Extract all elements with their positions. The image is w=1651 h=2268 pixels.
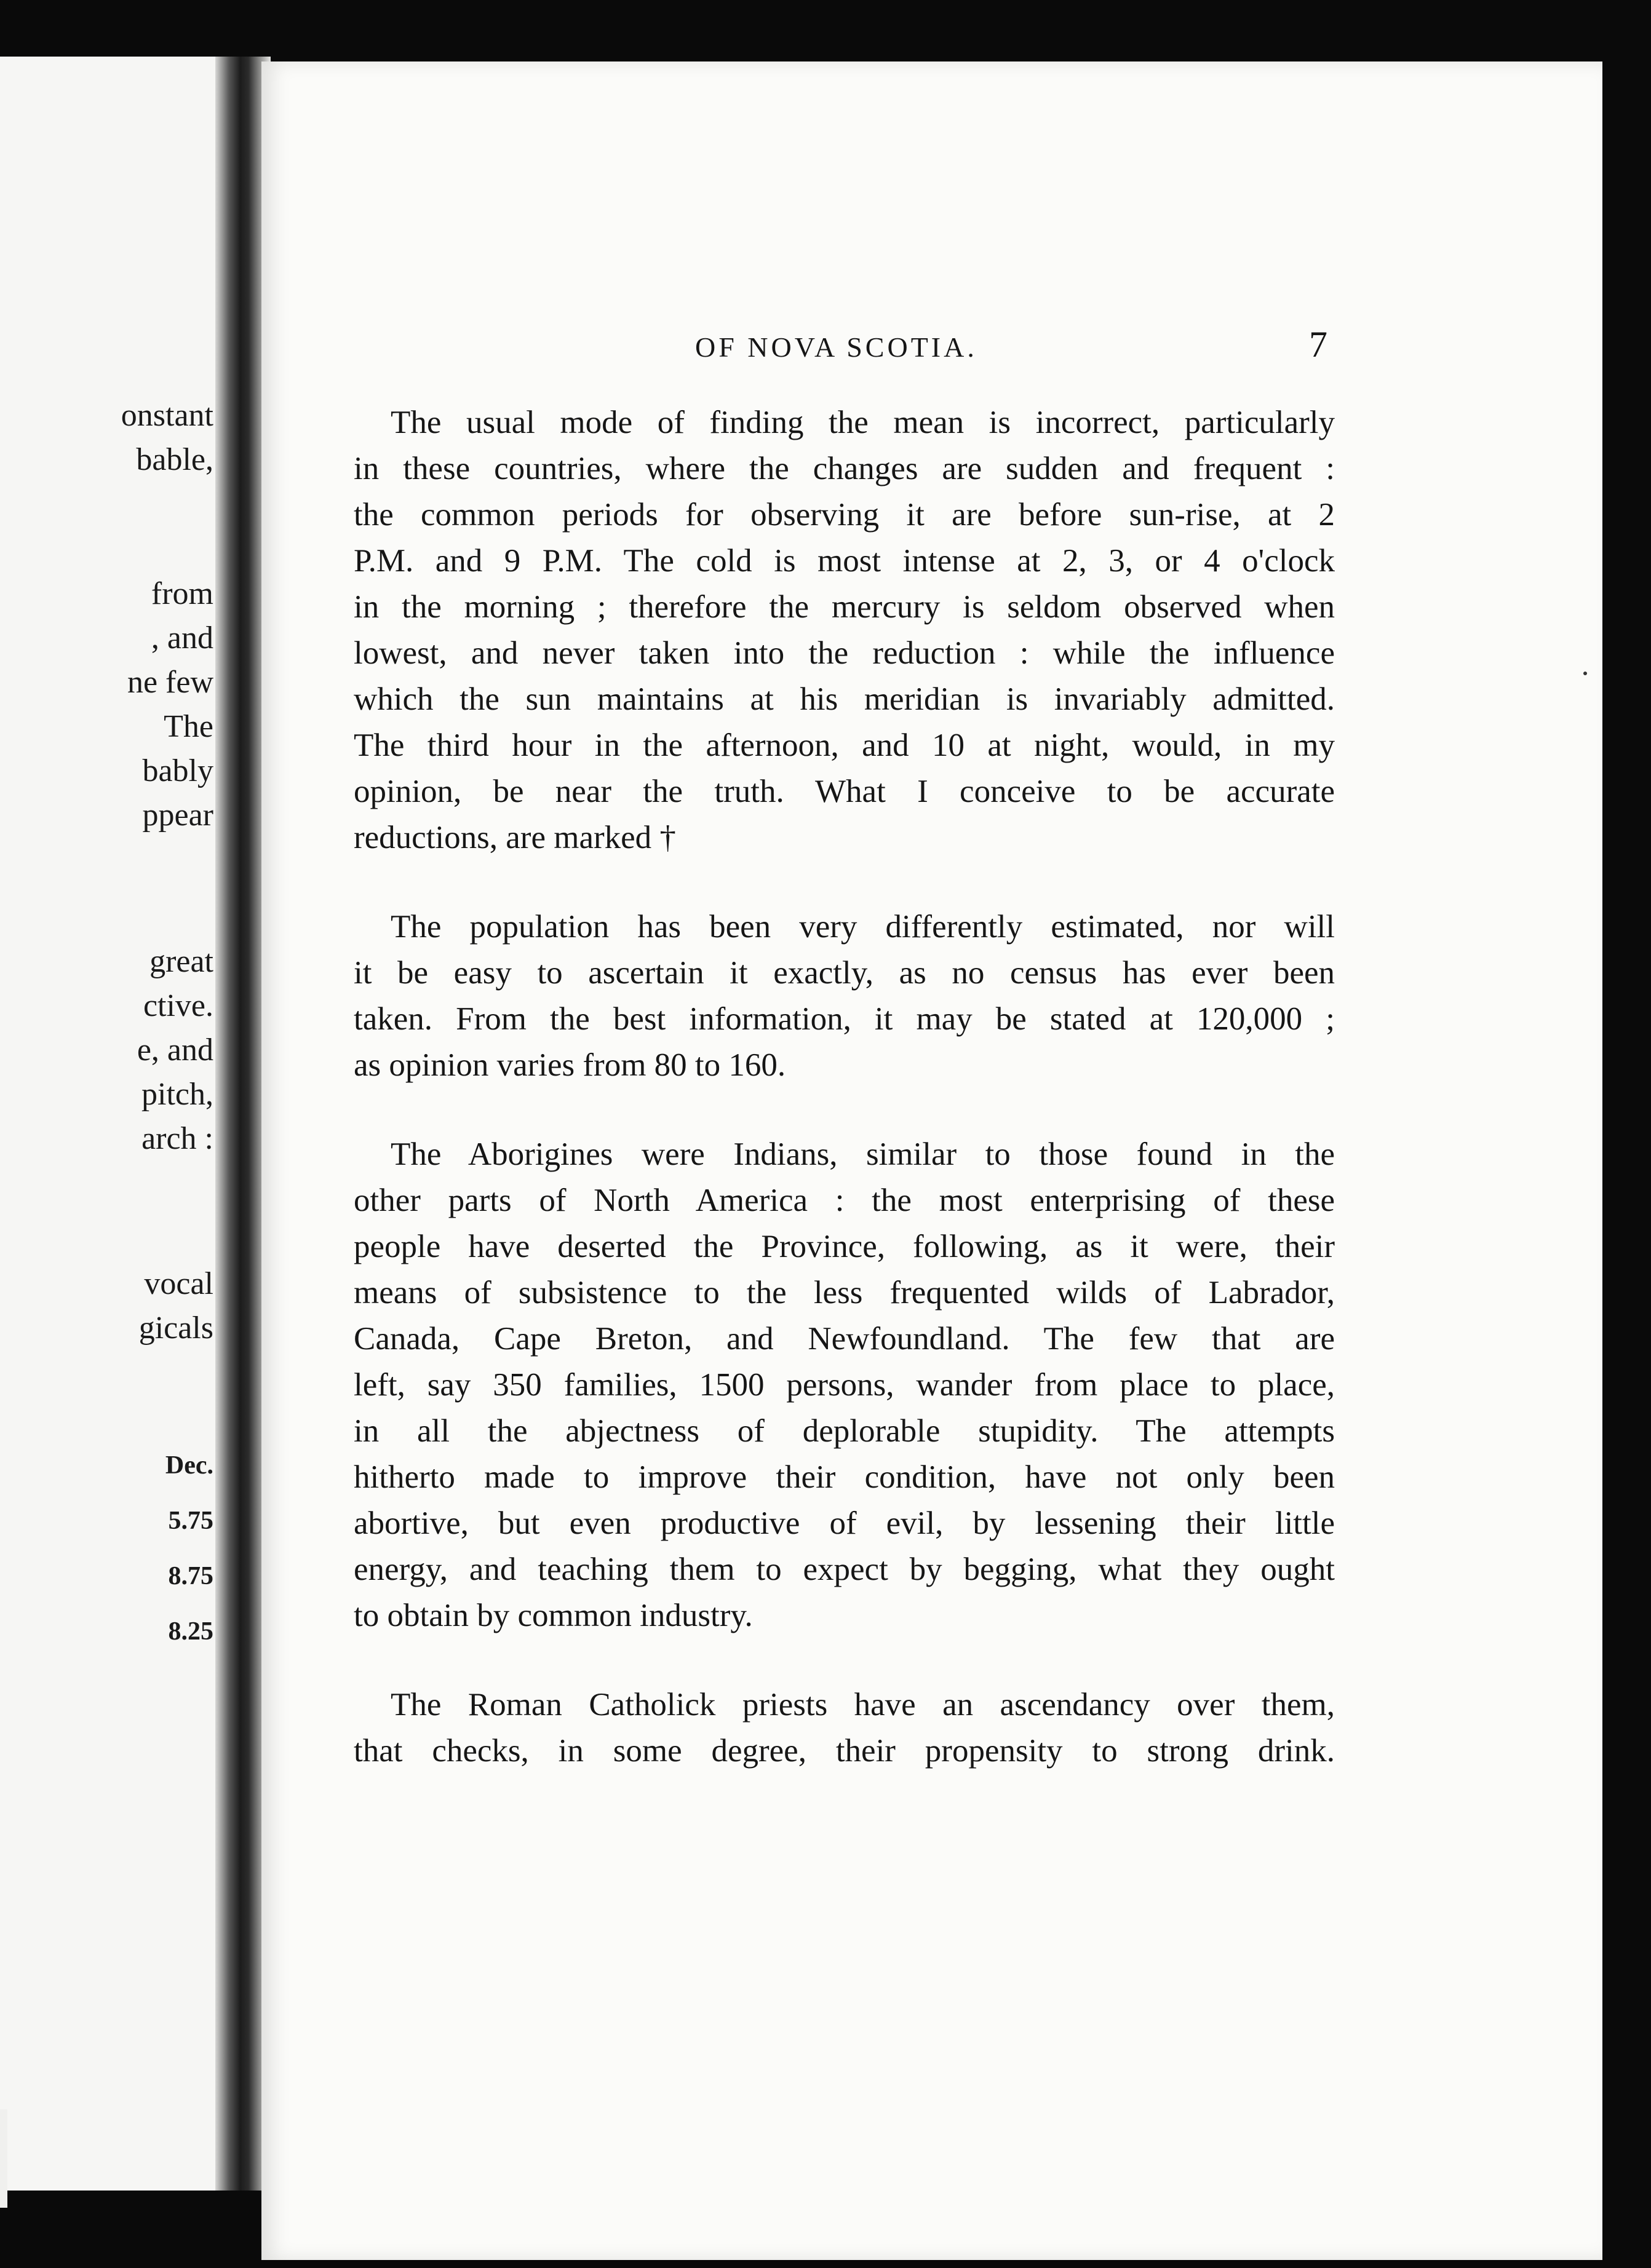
text-line: in the morning ; therefore the mercury is seldom observed when <box>354 589 1335 625</box>
left-fragment-text: ctive. <box>143 988 213 1023</box>
text-line: abortive, but even productive of evil, by lessening their little <box>354 1505 1335 1541</box>
left-fragment-text: pitch, <box>141 1077 213 1112</box>
text-line: reductions, are marked † <box>354 820 676 855</box>
text-line: left, say 350 families, 1500 persons, wander from place to place, <box>354 1367 1335 1403</box>
left-fragment-text: vocal <box>144 1266 213 1301</box>
left-fragment-text: gicals <box>138 1310 213 1346</box>
left-fragment-text: The <box>164 709 213 744</box>
text-line: hitherto made to improve their condition, have not only been <box>354 1459 1335 1495</box>
text-line: as opinion varies from 80 to 160. <box>354 1047 786 1083</box>
left-fragment-text: e, and <box>137 1033 213 1068</box>
text-line: The third hour in the afternoon, and 10 at night, would, in my <box>354 728 1335 763</box>
left-fragment-text: onstant <box>121 398 213 433</box>
paragraph <box>354 904 1335 1088</box>
text-line: opinion, be near the truth. What I conceive to be accurate <box>354 774 1335 809</box>
left-fragment-text: from <box>151 576 213 611</box>
left-fragment-text: , and <box>151 621 213 656</box>
paragraph <box>354 1132 1335 1639</box>
left-fragment-text: 8.25 <box>168 1617 213 1646</box>
text-line: people have deserted the Province, following, as it were, their <box>354 1229 1335 1264</box>
paragraph <box>354 400 1335 861</box>
text-line: The population has been very differently estimated, nor will <box>391 909 1335 945</box>
text-line: other parts of North America : the most enterprising of these <box>354 1183 1335 1218</box>
text-line: P.M. and 9 P.M. The cold is most intense at 2, 3, or 4 o'clock <box>354 543 1335 579</box>
text-line: The Aborigines were Indians, similar to those found in the <box>391 1136 1335 1172</box>
text-line: Canada, Cape Breton, and Newfoundland. The few that are <box>354 1321 1335 1357</box>
running-head: OF NOVA SCOTIA. <box>695 331 977 363</box>
text-line: in these countries, where the changes are sudden and frequent : <box>354 451 1335 486</box>
text-line: to obtain by common industry. <box>354 1598 753 1633</box>
left-fragment-text: bably <box>142 753 213 788</box>
text-line: The Roman Catholick priests have an ascendancy over them, <box>391 1687 1335 1723</box>
page-number: 7 <box>1309 324 1327 365</box>
left-page-fragment <box>0 57 231 2191</box>
left-fragment-text: arch : <box>141 1121 213 1156</box>
left-fragment-text: ppear <box>142 798 213 833</box>
text-line: taken. From the best information, it may be stated at 120,000 ; <box>354 1001 1335 1037</box>
text-line: which the sun maintains at his meridian is invariably admitted. <box>354 681 1335 717</box>
ink-speck <box>1583 672 1587 675</box>
left-fragment-text: 8.75 <box>168 1562 213 1590</box>
left-fragment-text: bable, <box>136 442 213 477</box>
page-edge-strip <box>0 2109 7 2208</box>
left-fragment-text: great <box>149 944 213 979</box>
text-line: lowest, and never taken into the reduction : while the influence <box>354 635 1335 671</box>
left-fragment-text: 5.75 <box>168 1507 213 1535</box>
paragraph <box>354 1682 1335 1774</box>
left-fragment-text: Dec. <box>165 1451 213 1480</box>
text-line: the common periods for observing it are before sun-rise, at 2 <box>354 497 1335 533</box>
text-line: it be easy to ascertain it exactly, as no census has ever been <box>354 955 1335 991</box>
text-line: The usual mode of finding the mean is incorrect, particularly <box>391 405 1335 440</box>
left-fragment-text: ne few <box>127 665 213 700</box>
text-line: in all the abjectness of deplorable stupidity. The attempts <box>354 1413 1335 1449</box>
text-line: that checks, in some degree, their propensity to strong drink. <box>354 1733 1335 1769</box>
text-line: energy, and teaching them to expect by begging, what they ought <box>354 1552 1335 1587</box>
text-line: means of subsistence to the less frequented wilds of Labrador, <box>354 1275 1335 1310</box>
